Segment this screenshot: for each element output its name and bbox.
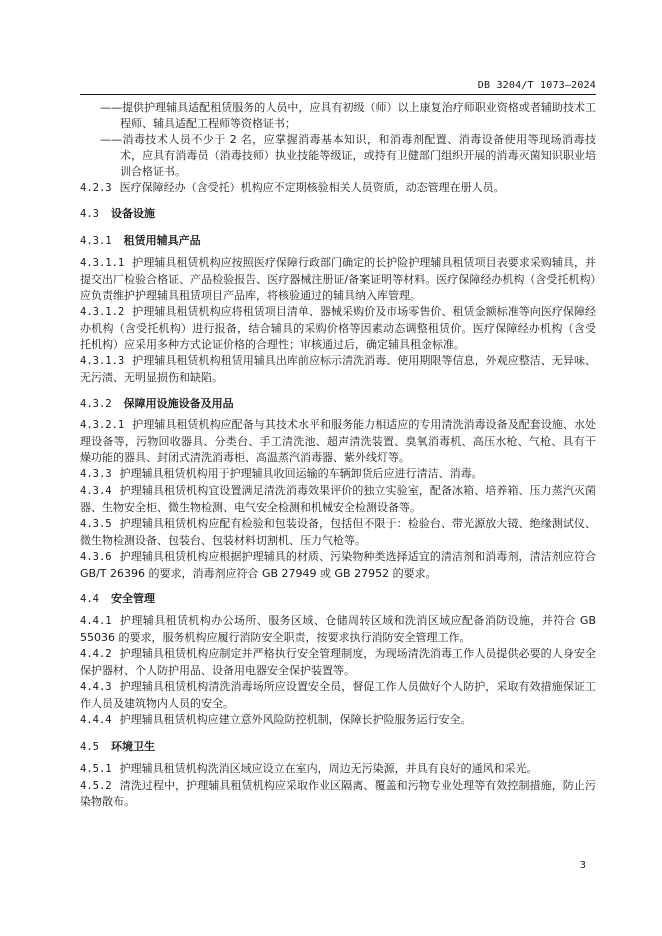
page-number: 3 (579, 860, 586, 871)
clause-4-3-1-1 (80, 255, 596, 304)
clause-text: 护理辅具租赁机构应配有检验和包装设备，包括但不限于：检验台、带光源放大镜、绝缘测试仪、微生物检测设备、包装台、包装材料切割机、压力气枪等。 (80, 516, 596, 547)
clause-text: 护理辅具租赁机构租赁用辅具出库前应标示清洗消毒、使用期限等信息，外观应整洁、无异味、无污渍、无明显损伤和缺陷。 (80, 353, 596, 384)
document-body (80, 100, 596, 810)
heading-number: 4.3.2 (80, 397, 112, 410)
clause-number: 4.4.4 (80, 713, 112, 726)
clause-number: 4.4.2 (80, 648, 112, 661)
clause-4-4-4 (80, 712, 596, 729)
section-heading-4-3 (80, 206, 596, 223)
clause-4-3-1-2 (80, 304, 596, 353)
heading-number: 4.4 (80, 593, 99, 606)
section-heading-4-3-2 (80, 396, 596, 413)
document-code: DB 3204/T 1073—2024 (477, 80, 596, 91)
clause-number: 4.5.1 (80, 762, 112, 775)
clause-text: 清洗过程中，护理辅具租赁机构应采取作业区隔离、覆盖和污物专业处理等有效控制措施，防止污染物散布。 (80, 778, 596, 809)
clause-number: 4.3.4 (80, 485, 112, 498)
heading-number: 4.3 (80, 208, 99, 221)
clause-text: 护理辅具租赁机构应根据护理辅具的材质、污染物种类选择适宜的清洁剂和消毒剂，清洁剂应符合 GB/T 26396 的要求，消毒剂应符合 GB 27949 或 GB 27952 的要求。 (80, 549, 596, 580)
clause-number: 4.5.2 (80, 779, 112, 792)
clause-text: 护理辅具租赁机构应建立意外风险防控机制，保障长护险服务运行安全。 (119, 712, 472, 726)
clause-text: 护理辅具租赁机构应制定并严格执行安全管理制度，为现场清洗消毒工作人员提供必要的人身安全保护器材、个人防护用品、设备用电器安全保护装置等。 (80, 647, 596, 678)
clause-text: 护理辅具租赁机构洗消区域应设立在室内，周边无污染源，并具有良好的通风和采光。 (119, 761, 538, 775)
clause-4-5-2 (80, 778, 596, 811)
clause-number: 4.3.5 (80, 517, 112, 530)
heading-number: 4.5 (80, 740, 99, 753)
clause-text: 护理辅具租赁机构宜设置满足清洗消毒效果评价的独立实验室，配备冰箱、培养箱、压力蒸汽灭菌器、生物安全柜、微生物检测、电气安全检测和机械安全检测设备等。 (80, 484, 596, 514)
heading-title: 保障用设施设备及用品 (123, 396, 234, 410)
clause-4-2-3 (80, 180, 596, 197)
header-rule (80, 94, 596, 95)
clause-text: 护理辅具租赁机构应配备与其技术水平和服务能力相适应的专用清洗消毒设备及配套设施、水处理设备等，污物回收器具、分类台、手工清洗池、超声清洗装置、臭氧消毒机、高压水枪、气枪、具有干燥功能的器具、封闭式清洗消毒柜、高温蒸汽消毒器、紫外线灯等。 (80, 418, 596, 465)
section-heading-4-4 (80, 591, 596, 608)
dash-item: ——提供护理辅具适配租赁服务的人员中，应具有初级（师）以上康复治疗师职业资格或者辅助技术工程师、辅具适配工程师等资格证书； (100, 101, 596, 130)
clause-4-4-1 (80, 613, 596, 646)
clause-4-4-3 (80, 679, 596, 712)
clause-text: 护理辅具租赁机构用于护理辅具收回运输的车辆卸货后应进行清洁、消毒。 (119, 467, 483, 481)
clause-number: 4.4.1 (80, 615, 112, 628)
clause-4-4-2 (80, 646, 596, 679)
clause-number: 4.2.3 (80, 181, 112, 194)
heading-number: 4.3.1 (80, 235, 112, 248)
heading-title: 安全管理 (110, 592, 155, 606)
clause-text: 护理辅具租赁机构办公场所、服务区域、仓储周转区域和洗消区域应配备消防设施，并符合 GB 55036 的要求，服务机构应履行消防安全职责，按要求执行消防安全管理工作。 (80, 614, 596, 645)
clause-number: 4.3.1.1 (80, 257, 125, 270)
heading-title: 租赁用辅具产品 (123, 234, 201, 248)
heading-title: 环境卫生 (110, 739, 155, 753)
clause-number: 4.3.2.1 (80, 419, 125, 432)
clause-4-3-4 (80, 483, 596, 516)
clause-4-3-5 (80, 516, 596, 549)
section-heading-4-5 (80, 739, 596, 756)
clause-number: 4.3.3 (80, 468, 112, 481)
clause-text: 医疗保障经办（含受托）机构应不定期核验相关人员资质，动态管理在册人员。 (119, 180, 505, 194)
dash-item: ——消毒技术人员不少于 2 名，应掌握消毒基本知识，和消毒剂配置、消毒设备使用等现场消毒技术，应具有消毒员（消毒技师）执业技能等级证，或持有卫健部门组织开展的消毒灭菌知识职业培训合格证书。 (100, 132, 596, 178)
clause-number: 4.3.1.3 (80, 354, 125, 367)
clause-number: 4.4.3 (80, 681, 112, 693)
clause-text: 护理辅具租赁机构应按照医疗保障行政部门确定的长护险护理辅具租赁项目表要求采购辅具，并提交出厂检验合格证、产品检验报告、医疗器械注册证/备案证明等材料。医疗保障经办机构（含受托机构）应负责维护护理辅具租赁项目产品库，将核验通过的辅具纳入库管理。 (80, 256, 596, 303)
clause-number: 4.3.6 (80, 550, 112, 563)
clause-text: 护理辅具租赁机构应将租赁项目清单、器械采购价及市场零售价、租赁金额标准等向医疗保障经办机构（含受托机构）进行报备，结合辅具的采购价格等因素动态调整租赁价。医疗保障经办机构（含受托机构）应采用多种方式论证价格的合理性；审核通过后，确定辅具租金标准。 (80, 304, 596, 351)
clause-4-3-3 (80, 466, 596, 483)
clause-4-3-1-3 (80, 353, 596, 386)
section-heading-4-3-1 (80, 233, 596, 250)
clause-text: 护理辅具租赁机构清洗消毒场所应设置安全员，督促工作人员做好个人防护，采取有效措施保证工作人员及建筑物内人员的安全。 (80, 680, 596, 710)
clause-number: 4.3.1.2 (80, 305, 125, 318)
heading-title: 设备设施 (110, 207, 155, 221)
clause-4-3-2-1 (80, 417, 596, 466)
clause-4-5-1 (80, 761, 596, 778)
clause-4-3-6 (80, 549, 596, 582)
